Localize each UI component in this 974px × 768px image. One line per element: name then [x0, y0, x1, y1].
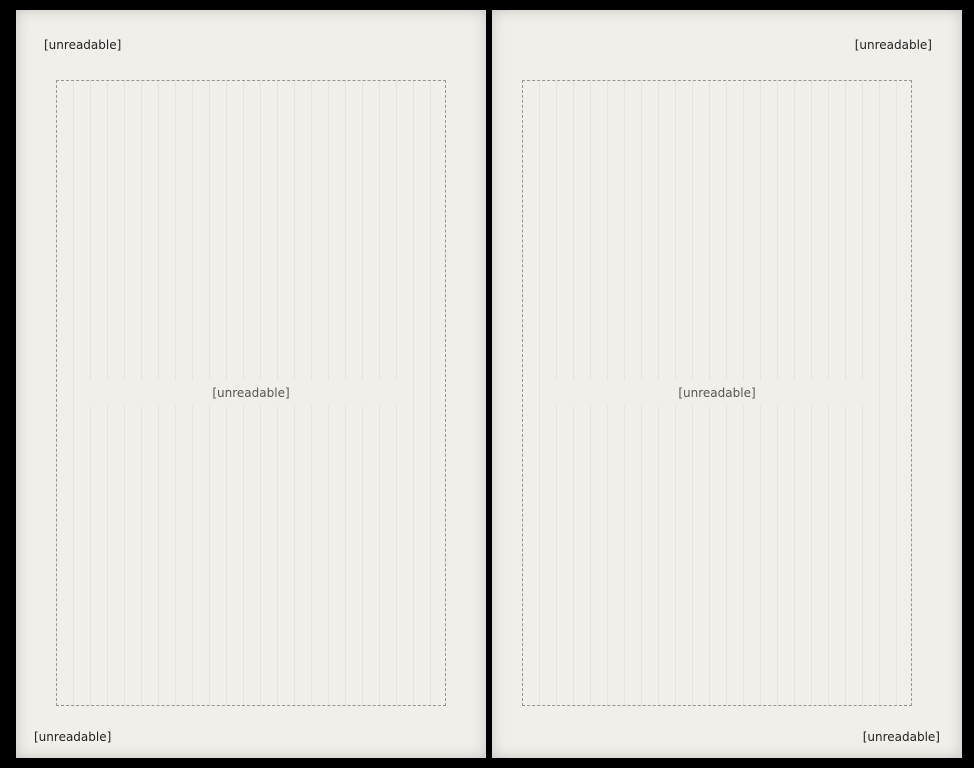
left-page [16, 10, 486, 758]
left-body-text-block [56, 80, 446, 706]
right-page-number: [unreadable] [862, 730, 940, 744]
right-body-text-block [522, 80, 912, 706]
right-running-head: [unreadable] [854, 38, 932, 52]
left-page-number: [unreadable] [34, 730, 112, 744]
right-page [492, 10, 962, 758]
left-body-text: [unreadable] [90, 380, 412, 406]
left-running-head: [unreadable] [44, 38, 122, 52]
right-body-text: [unreadable] [556, 380, 878, 406]
